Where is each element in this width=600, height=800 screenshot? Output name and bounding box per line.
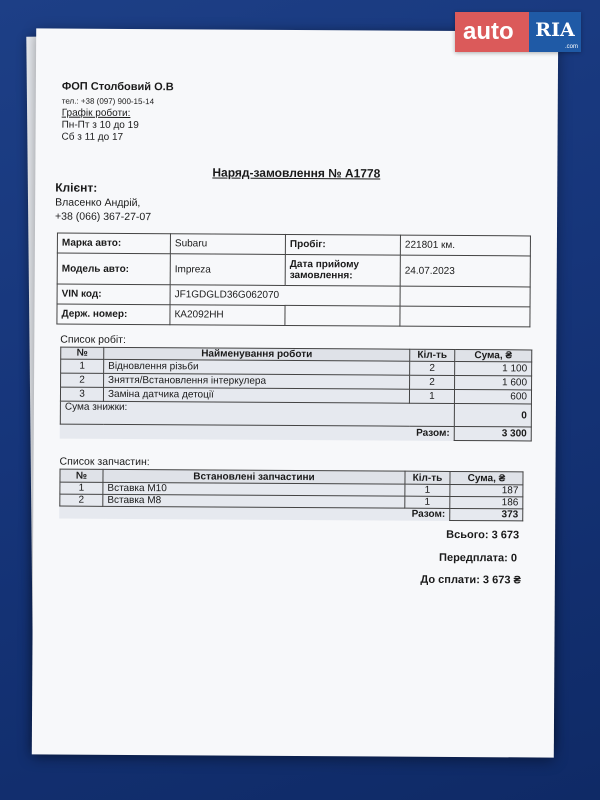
work-sum: 1 100 (455, 361, 532, 375)
work-qty: 2 (410, 361, 455, 375)
empty-cell (400, 286, 530, 307)
logo-auto-text: auto (455, 12, 529, 52)
work-order-document (32, 28, 558, 757)
model-value: Impreza (170, 254, 285, 286)
mileage-label: Пробіг: (285, 234, 400, 255)
work-name: Заміна датчика детоції (103, 387, 409, 403)
col-name: Найменування роботи (104, 347, 410, 361)
work-qty: 1 (409, 389, 454, 403)
logo-ria-text: RIA .com (529, 12, 581, 52)
table-row (60, 424, 531, 441)
company-name: ФОП Столбовий О.В (61, 80, 174, 94)
discount-value: 0 (454, 403, 531, 426)
parts-total-value: 373 (450, 508, 523, 520)
part-qty: 1 (405, 496, 450, 508)
amount-due: До сплати: 3 673 ₴ (420, 573, 521, 587)
vin-label: VIN код: (57, 284, 170, 305)
parts-section-label: Список запчастин: (59, 455, 150, 469)
parts-total-label: Разом: (411, 508, 446, 521)
empty-cell (400, 306, 530, 327)
discount-label: Сума знижки: (60, 401, 454, 426)
work-num: 2 (61, 373, 104, 387)
document-title: Наряд-замовлення № А1778 (212, 165, 381, 181)
date-value: 24.07.2023 (400, 255, 530, 287)
work-num: 3 (60, 387, 103, 401)
brand-value: Subaru (170, 234, 285, 255)
part-qty: 1 (405, 484, 450, 496)
part-sum: 187 (450, 484, 523, 496)
autoria-logo (455, 12, 581, 52)
date-label: Дата прийому замовлення: (285, 254, 400, 286)
client-label: Клієнт: (55, 180, 98, 195)
col-num: № (61, 347, 104, 359)
col-sum: Сума, ₴ (455, 349, 532, 361)
model-label: Модель авто: (57, 253, 170, 285)
works-total-value: 3 300 (454, 426, 531, 440)
works-table (60, 347, 533, 442)
schedule-label: Графік роботи: (61, 107, 131, 119)
work-sum: 600 (454, 389, 531, 403)
part-num: 1 (60, 482, 103, 494)
vin-value: JF1GDGLD36G062070 (170, 285, 400, 306)
mileage-value: 221801 км. (400, 235, 530, 256)
brand-label: Марка авто: (57, 233, 170, 254)
col-num: № (60, 469, 103, 482)
col-name: Встановлені запчастини (103, 469, 405, 484)
plate-label: Держ. номер: (57, 304, 170, 325)
part-num: 2 (60, 494, 103, 506)
grand-total: Всього: 3 673 (446, 528, 520, 542)
plate-value: КА2092НН (170, 305, 285, 326)
table-row (57, 304, 530, 327)
schedule-saturday: Сб з 11 до 17 (61, 131, 124, 143)
table-row (57, 253, 530, 287)
car-info-table (56, 233, 531, 328)
company-phone: тел.: +38 (097) 900-15-14 (61, 96, 155, 107)
work-sum: 1 600 (455, 375, 532, 389)
schedule-weekdays: Пн-Пт з 10 до 19 (61, 119, 139, 132)
work-name: Відновлення різьби (104, 359, 410, 375)
table-row (60, 506, 523, 521)
part-sum: 186 (450, 496, 523, 508)
client-phone: +38 (066) 367-27-07 (55, 210, 152, 224)
work-name: Зняття/Встановлення інтеркулера (104, 373, 410, 389)
table-row (60, 401, 531, 427)
col-sum: Сума, ₴ (450, 471, 523, 484)
empty-cell (285, 305, 400, 326)
col-qty: Кіл-ть (410, 349, 455, 361)
works-section-label: Список робіт: (60, 333, 126, 346)
work-num: 1 (61, 359, 104, 373)
prepayment: Передплата: 0 (439, 551, 518, 565)
part-name: Вставка М8 (103, 494, 405, 508)
col-qty: Кіл-ть (405, 471, 450, 484)
client-name: Власенко Андрій, (55, 196, 141, 210)
parts-table (59, 469, 523, 522)
works-total-label: Разом: (416, 427, 450, 440)
part-name: Вставка М10 (103, 482, 405, 496)
work-qty: 2 (410, 375, 455, 389)
